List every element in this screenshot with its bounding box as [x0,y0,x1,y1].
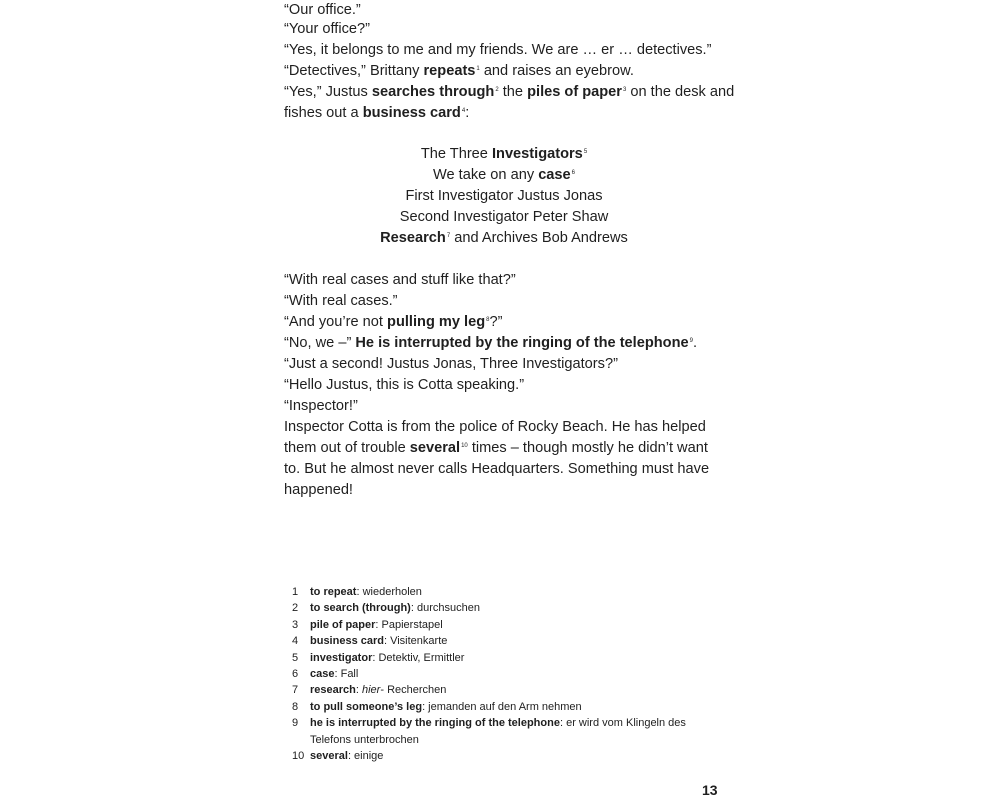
text: “Yes,” Justus [284,84,372,100]
card-line [284,144,724,165]
footnote-number: 1 [292,586,299,598]
text-line [284,333,697,354]
footnote-number: 8 [292,700,299,713]
text: . [692,335,698,351]
footnote-term: he is interrupted by the ringing of the telephone [310,717,560,730]
text: “With real cases.” [284,293,398,309]
footnote-definition-italic: hier [362,684,381,697]
card-line [284,228,724,249]
page-number: 13 [702,782,718,798]
footnote-number: 10 [292,750,305,762]
vocab-term: business card [362,105,461,121]
text: : [465,105,470,121]
text: happened! [284,482,353,498]
card-line [284,186,724,207]
text-line [284,375,524,396]
text: fishes out a [284,105,363,121]
text-line [284,438,708,459]
vocab-term: Investigators [491,146,583,162]
footnote-definition: : Papierstapel [375,618,443,631]
footnote-term: to search (through) [310,602,411,615]
text-line [284,0,361,21]
footnote-ref: 10 [461,443,468,449]
footnote-ref: 7 [446,233,451,239]
text: on the desk and [626,84,735,100]
footnote-number: 5 [292,651,299,664]
text: The Three [420,146,492,162]
footnote-ref: 4 [461,108,466,114]
footnote-number: 9 [292,717,299,730]
card-line [284,165,724,186]
footnote-definition: : er wird vom Klingeln des [559,717,686,730]
footnote-definition: - Recherchen [380,684,447,697]
vocab-term: case [538,167,571,183]
footnote-ref: 8 [486,317,490,323]
footnote-definition: : [355,684,362,697]
vocab-term: He is interrupted by the ringing of the telephone [355,335,689,351]
text-line [284,480,353,501]
footnote-definition: : durchsuchen [410,602,480,615]
footnote-term: to pull someone’s leg [310,700,423,713]
text: and raises an eyebrow. [479,63,634,79]
footnote-ref: 3 [622,87,627,93]
text-line [284,291,398,312]
text: Second Investigator Peter Shaw [399,209,609,225]
text: times – though mostly he didn’t want [467,440,708,456]
footnote-term: investigator [310,651,373,664]
vocab-term: pulling my leg [387,314,486,330]
footnote-term: pile of paper [310,618,376,631]
footnote-number: 2 [292,602,299,615]
vocab-term: piles of paper [527,84,622,100]
footnote-number: 3 [292,618,299,631]
footnote-ref: 5 [583,149,588,155]
vocab-term: repeats [423,63,476,79]
footnote-definition: Telefons unterbrochen [310,733,419,746]
text: to. But he almost never calls Headquarters. Something must have [284,461,710,477]
text: “Detectives,” Brittany [284,63,424,79]
card-line [284,207,724,228]
footnote-number: 6 [292,668,299,680]
footnote-number: 4 [292,635,299,648]
footnote-term: case [310,668,335,680]
footnote-definition: : einige [347,750,384,762]
text: “With real cases and stuff like that?” [284,272,516,288]
text: them out of trouble [284,440,410,456]
text-line [284,40,711,61]
vocab-term: searches through [371,84,495,100]
text: “Your office?” [284,21,370,37]
text-line [284,312,502,333]
footnote-ref: 2 [495,87,499,93]
text-line [284,396,358,417]
text: “Our office.” [284,2,361,18]
text-line [284,19,370,40]
footnote-ref: 6 [571,170,575,176]
footnote-term: several [310,750,348,762]
footnote-definition: : Detektiv, Ermittler [372,651,465,664]
footnote-term: research [310,684,356,697]
text: “Yes, it belongs to me and my friends. We are … er … detectives.” [284,42,712,58]
footnote-term: to repeat [310,586,357,598]
text: the [498,84,528,100]
footnote-definition: : wiederholen [356,586,422,598]
text: “Hello Justus, this is Cotta speaking.” [284,377,525,393]
text-line [284,354,618,375]
text-line [284,417,706,438]
footnote-definition: : jemanden auf den Arm nehmen [422,700,582,713]
text: “Inspector!” [284,398,358,414]
text: “And you’re not [284,314,388,330]
text: Inspector Cotta is from the police of Rocky Beach. He has helped [284,419,706,435]
text-line [284,270,516,291]
text-line [284,61,634,82]
text: “No, we –” [284,335,356,351]
footnote-ref: 1 [476,66,480,72]
text-line [284,82,734,103]
text-line [284,103,469,124]
vocab-term: Research [380,230,446,246]
vocab-term: several [409,440,461,456]
text-line [284,459,709,480]
text: “Just a second! Justus Jonas, Three Investigators?” [284,356,618,372]
text: ?” [489,314,503,330]
footnote-term: business card [310,635,384,648]
footnote-ref: 9 [689,338,693,344]
footnote-definition: : Fall [334,668,359,680]
footnote-definition: : Visitenkarte [383,635,448,648]
text: First Investigator Justus Jonas [405,188,603,204]
footnote-number: 7 [292,684,299,697]
text: We take on any [432,167,539,183]
text: and Archives Bob Andrews [450,230,628,246]
book-page [284,0,735,800]
